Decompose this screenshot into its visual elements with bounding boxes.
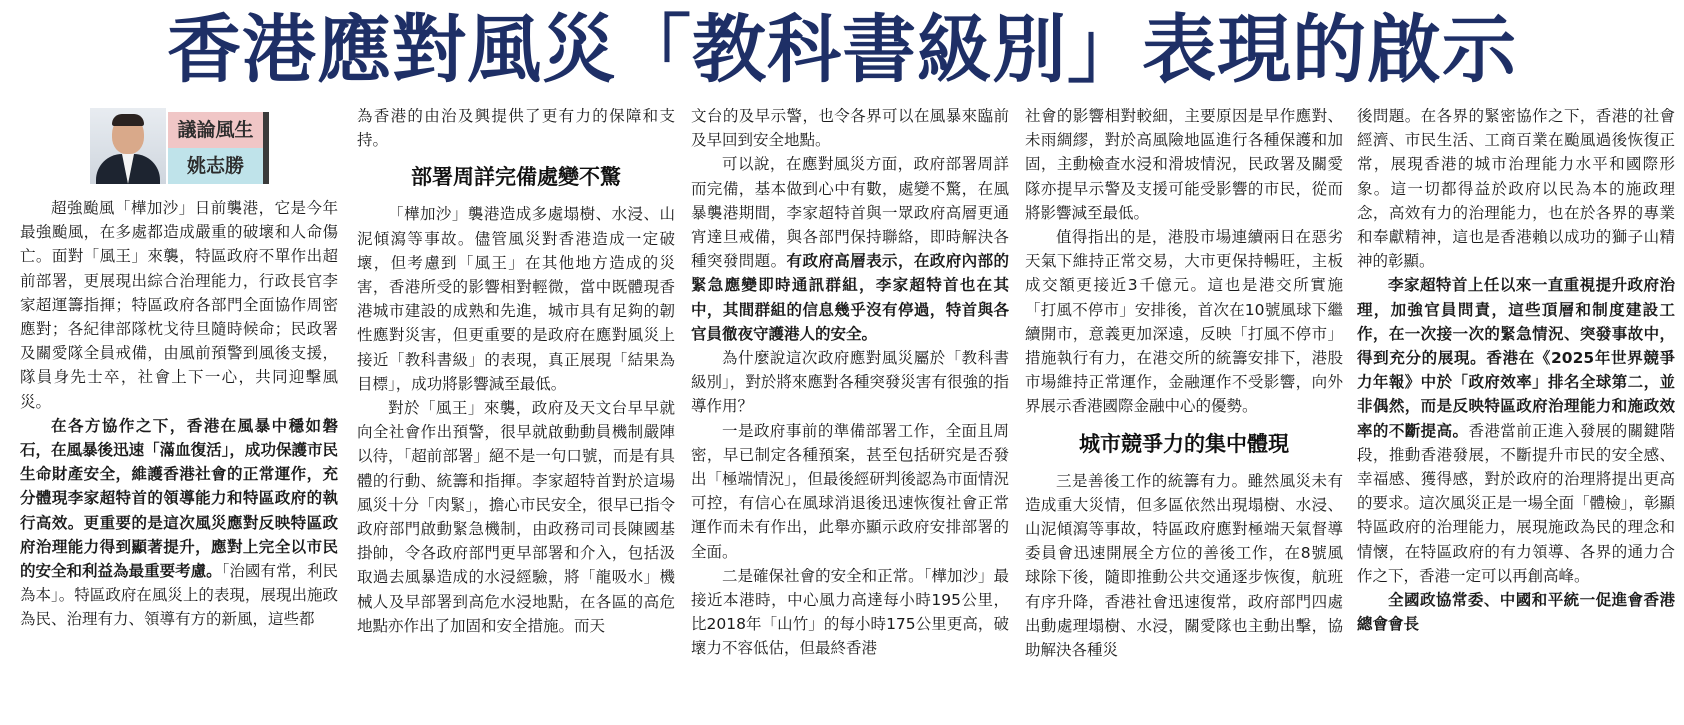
paragraph: 一是政府事前的準備部署工作，全面且周密，早已制定各種預案，甚至包括研究是否發出「極端情況」，但最後經研判後認為市面情況可控，有信心在風球消退後迅速恢復社會正常運作而未有作出，此舉亦顯示政府安排部署的全面。 (691, 421, 1009, 561)
paragraph: 值得指出的是，港股市場連續兩日在惡劣天氣下維持正常交易，大市更保持暢旺，主板成交額更接近3千億元。這也是港交所實施「打風不停市」安排後，首次在10號風球下繼續開市，意義更加深遠，反映「打風不停市」措施執行有力，在港交所的統籌安排下，港股市場維持正常運作，金融運作不受影響，向外界展示香港國際金融中心的優勢。 (1025, 228, 1343, 416)
article-column-5 (1357, 104, 1675, 709)
article-column-2 (357, 104, 675, 709)
paragraph: 後問題。在各界的緊密協作之下，香港的社會經濟、市民生活、工商百業在颱風過後恢復正常，展現香港的城市治理能力水平和國際形象。這一切都得益於政府以民為本的施政理念，高效有力的治理能力，也在於各界的專業和奉獻精神，這也是香港賴以成功的獅子山精神的彰顯。 (1357, 107, 1675, 271)
author-signature: 全國政協常委、中國和平統一促進會香港總會會長 (1357, 591, 1675, 634)
paragraph: 「樺加沙」襲港造成多處塌樹、水浸、山泥傾瀉等事故。儘管風災對香港造成一定破壞，但考慮到「風王」在其他地方造成的災害，香港所受的影響相對輕微，當中既體現香港城市建設的成熟和先進，城市具有足夠的韌性應對災害，但更重要的是政府在應對風災上接近「教科書級」的表現，真正展現「結果為目標」，成功將影響減至最低。 (357, 205, 675, 393)
article-column-3 (691, 104, 1009, 709)
bold-text: 有政府高層表示，在政府內部的緊急應變即時通訊群組，李家超特首也在其中，其間群組的信息幾乎沒有停過，特首與各官員徹夜守護港人的安全。 (691, 252, 1009, 343)
paragraph: 社會的影響相對較細，主要原因是早作應對、未雨綢繆，對於高風險地區進行各種保護和加固，主動檢查水浸和滑坡情況，民政署及關愛隊亦提早示警及支援可能受影響的市民，從而將影響減至最低。 (1025, 107, 1343, 222)
paragraph: 超強颱風「樺加沙」日前襲港，它是今年最強颱風，在多處都造成嚴重的破壞和人命傷亡。面對「風王」來襲，特區政府不單作出超前部署，更展現出綜合治理能力，行政長官李家超運籌指揮；特區政府各部門全面協作周密應對；各紀律部隊枕戈待旦隨時候命；民政署及關愛隊全員戒備，由風前預警到風後支援，隊員身先士卒，社會上下一心，共同迎擊風災。 (20, 199, 338, 411)
paragraph: 為香港的由治及興提供了更有力的保障和支持。 (357, 107, 675, 150)
paragraph (691, 152, 1009, 346)
paragraph: 為什麼說這次政府應對風災屬於「教科書級別」，對於將來應對各種突發災害有很強的指導作用？ (691, 349, 1009, 416)
section-subheading: 部署周詳完備處變不驚 (411, 165, 621, 190)
text-span: 可以說，在應對風災方面，政府部署周詳而完備，基本做到心中有數，處變不驚，在風暴襲港期間，李家超特首與一眾政府高層更通宵達旦戒備，與各部門保持聯絡，即時解決各種突發問題。 (691, 155, 1009, 271)
bold-text: 在各方協作之下，香港在風暴中穩如磐石，在風暴後迅速「滿血復活」，成功保護市民生命財產安全，維護香港社會的正常運作，充分體現李家超特首的領導能力和特區政府的執行高效。更重要的是這次風災應對反映特區政府治理能力得到顯著提升，應對上完全以市民的安全和利益為最重要考慮。 (20, 416, 338, 581)
author-name-badge: 姚志勝 (168, 148, 269, 184)
bold-text: 李家超特首上任以來一直重視提升政府治理，加強官員問責，這些頂層和制度建設工作，在一次接一次的緊急情況、突發事故中，得到充分的展現。香港在《2025年世界競爭力年報》中於「政府效率」排名全球第二，並非偶然，而是反映特區政府治理能力和施政效率的不斷提高。 (1357, 276, 1675, 440)
article-column-4 (1025, 104, 1343, 709)
paragraph: 文台的及早示警，也令各界可以在風暴來臨前及早回到安全地點。 (691, 107, 1009, 150)
paragraph: 對於「風王」來襲，政府及天文台早早就向全社會作出預警，很早就啟動動員機制嚴陣以待，「超前部署」絕不是一句口號，而是有具體的行動、統籌和指揮。李家超特首對於這場風災十分「肉緊」，擔心市民安全，很早已指令政府部門啟動緊急機制，由政務司司長陳國基掛帥，令各政府部門更早部署和介入，包括汲取過去風暴造成的水浸經驗，將「龍吸水」機械人及早部署到高危水浸地點，在各區的高危地點亦作出了加固和安全措施。而天 (357, 399, 675, 635)
text-span: 香港當前正進入發展的關鍵階段，推動香港發展，不斷提升市民的安全感、幸福感、獲得感，對於政府的治理將提出更高的要求。這次風災正是一場全面「體檢」，彰顯特區政府的治理能力，展現施政為民的理念和情懷，在特區政府的有力領導、各界的通力合作之下，香港一定可以再創高峰。 (1357, 421, 1675, 585)
page-title: 香港應對風災「教科書級別」表現的啟示 (167, 7, 1517, 93)
section-subheading: 城市競爭力的集中體現 (1079, 431, 1289, 456)
byline (20, 104, 338, 188)
text-span: 「治國有常，利民為本」。特區政府在風災上的表現，展現出施政為民、治理有力、領導有方的新風，這些都 (20, 562, 338, 629)
paragraph (20, 414, 338, 632)
author-photo (90, 108, 166, 184)
paragraph: 三是善後工作的統籌有力。雖然風災未有造成重大災情，但多區依然出現塌樹、水浸、山泥傾瀉等事故，特區政府應對極端天氣督導委員會迅速開展全方位的善後工作，在8號風球除下後，隨即推動公共交通逐步恢復，航班有序升降，香港社會迅速復常，政府部門四處出動處理塌樹、水浸，關愛隊也主動出擊，協助解決各種災 (1025, 471, 1343, 660)
paragraph (1357, 273, 1675, 588)
article-column-1 (20, 104, 338, 709)
column-name-badge: 議論風生 (168, 112, 269, 148)
paragraph: 二是確保社會的安全和正常。「樺加沙」最接近本港時，中心風力高達每小時195公里，比2018年「山竹」的每小時175公里更高，破壞力不容低估，但最終香港 (691, 566, 1009, 658)
